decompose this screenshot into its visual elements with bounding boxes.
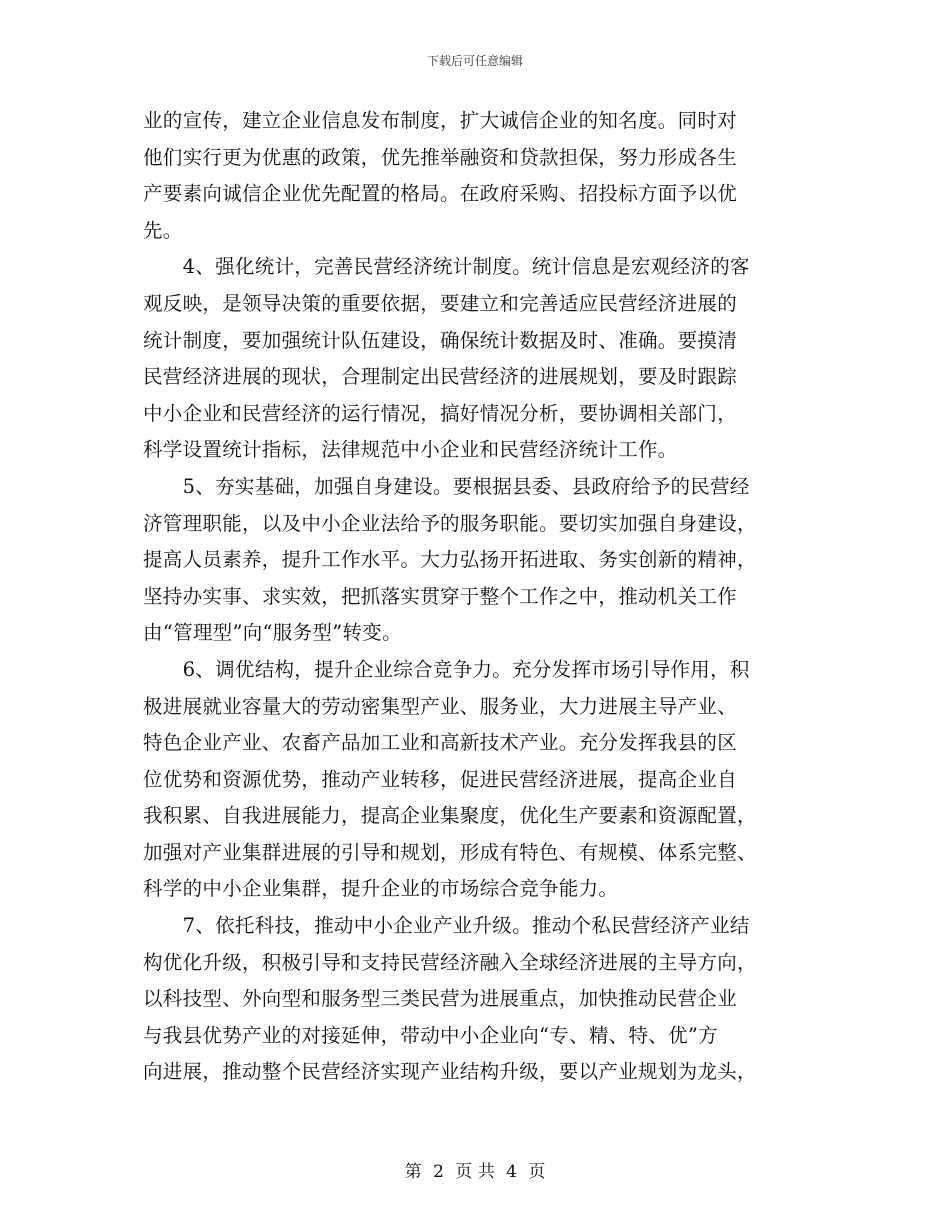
text-line: 以科技型、外向型和服务型三类民营为进展重点，加快推动民营企业: [143, 987, 738, 1011]
text-line: 统计制度，要加强统计队伍建设，确保统计数据及时、准确。要摸清: [143, 328, 738, 352]
footer-prefix: 第: [404, 1162, 422, 1182]
paragraph-2: [143, 249, 808, 469]
text-line: 7、依托科技，推动中小企业产业升级。推动个私民营经济产业结: [143, 914, 750, 938]
text-line: 观反映，是领导决策的重要依据，要建立和完善适应民营经济进展的: [143, 291, 738, 315]
text-line: 先。: [143, 218, 183, 242]
text-line: 位优势和资源优势，推动产业转移，促进民营经济进展，提高企业自: [143, 767, 738, 791]
text-line: 5、夯实基础，加强自身建设。要根据县委、县政府给予的民营经: [143, 474, 750, 498]
text-line: 极进展就业容量大的劳动密集型产业、服务业，大力进展主导产业、: [143, 694, 738, 718]
text-line: 4、强化统计，完善民营经济统计制度。统计信息是宏观经济的客: [143, 255, 750, 279]
text-line: 特色企业产业、农畜产品加工业和高新技术产业。充分发挥我县的区: [143, 731, 738, 755]
text-line: 与我县优势产业的对接延伸，带动中小企业向“专、精、特、优”方: [143, 1023, 718, 1047]
text-line: 由“管理型”向“服务型”转变。: [143, 621, 402, 645]
page-footer: [0, 1157, 950, 1182]
text-line: 坚持办实事、求实效，把抓落实贯穿于整个工作之中，推动机关工作: [143, 584, 738, 608]
footer-middle: 页 共: [455, 1162, 495, 1182]
text-line: 构优化升级，积极引导和支持民营经济融入全球经济进展的主导方向，: [143, 950, 757, 974]
text-line: 中小企业和民营经济的运行情况，搞好情况分析，要协调相关部门，: [143, 401, 738, 425]
text-line: 科学设置统计指标，法律规范中小企业和民营经济统计工作。: [143, 438, 678, 462]
paragraph-1: [143, 103, 808, 249]
text-line: 科学的中小企业集群，提升企业的市场综合竞争能力。: [143, 877, 619, 901]
text-line: 向进展，推动整个民营经济实现产业结构升级，要以产业规划为龙头，: [143, 1060, 757, 1084]
text-line: 济管理职能，以及中小企业法给予的服务职能。要切实加强自身建设，: [143, 511, 757, 535]
text-line: 产要素向诚信企业优先配置的格局。在政府采购、招投标方面予以优: [143, 182, 738, 206]
paragraph-4: [143, 652, 808, 908]
text-line: 加强对产业集群进展的引导和规划，形成有特色、有规模、体系完整、: [143, 840, 757, 864]
text-line: 我积累、自我进展能力，提高企业集聚度，优化生产要素和资源配置，: [143, 804, 757, 828]
total-page-count: 4: [506, 1162, 517, 1182]
text-line: 他们实行更为优惠的政策，优先推举融资和贷款担保，努力形成各生: [143, 145, 738, 169]
current-page-number: 2: [433, 1162, 444, 1182]
page-header: 下载后可任意编辑: [426, 54, 523, 68]
paragraph-3: [143, 469, 808, 652]
document-body: [143, 103, 808, 1091]
text-line: 提高人员素养，提升工作水平。大力弘扬开拓进取、务实创新的精神，: [143, 548, 757, 572]
text-line: 民营经济进展的现状，合理制定出民营经济的进展规划，要及时跟踪: [143, 365, 738, 389]
text-line: 业的宣传，建立企业信息发布制度，扩大诚信企业的知名度。同时对: [143, 109, 738, 132]
text-line: 6、调优结构，提升企业综合竞争力。充分发挥市场引导作用，积: [143, 657, 750, 681]
paragraph-5: [143, 908, 808, 1091]
footer-suffix: 页: [528, 1162, 546, 1182]
